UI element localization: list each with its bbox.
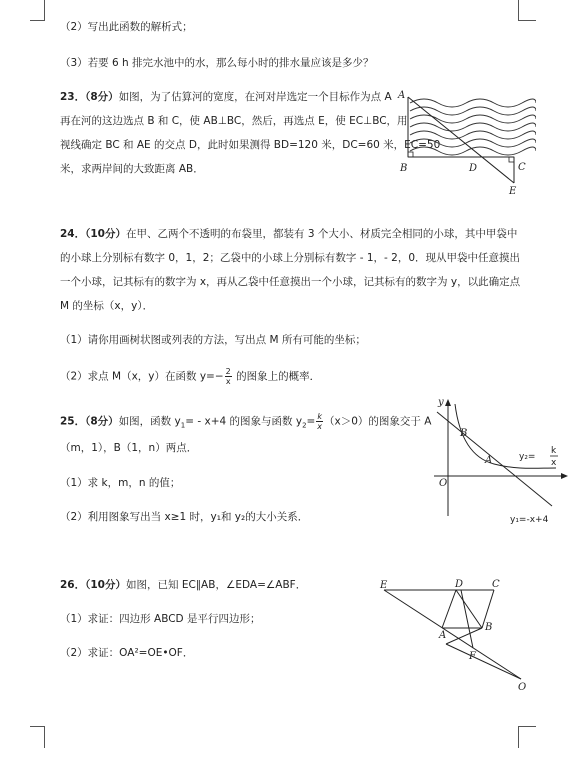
q24-part2-text-b: 的图象上的概率．: [232, 370, 321, 383]
q24-fraction-numerator: 2: [225, 367, 231, 376]
q23-line2: 再在河的这边选点 B 和 C，使 AB⊥BC，然后，再选点 E，使 EC⊥BC，用: [60, 115, 408, 127]
crop-mark-top-right-v: [518, 0, 519, 20]
q25-part1: （1）求 k，m，n 的值；: [60, 477, 181, 489]
q23-score: （8分）: [85, 91, 119, 103]
q23-line1: [60, 90, 392, 104]
q25-line2: （m，1），B（1，n）两点．: [60, 442, 198, 454]
q23-text-line1: 如图，为了估算河的宽度，在河对岸选定一个目标作为点 A: [118, 91, 392, 103]
q25-number: 25．: [60, 415, 86, 428]
crop-mark-top-left-v: [44, 0, 45, 20]
q26-label-B: B: [485, 622, 493, 633]
q24-line1: [60, 227, 517, 241]
q26-part1: （1）求证：四边形 ABCD 是平行四边形；: [60, 613, 261, 625]
q26-number: 26．: [60, 579, 86, 591]
q25-sub1: 1: [180, 421, 186, 430]
q25-label-y2: y₂=: [519, 452, 536, 462]
q25-label-A: A: [485, 455, 493, 466]
q25-text-b: = - x+4 的图象与函数 y: [185, 415, 303, 428]
q25-fraction-denominator: x: [317, 422, 323, 431]
q24-part2-text-a: （2）求点 M（x，y）在函数 y=−: [60, 370, 224, 383]
crop-mark-bottom-right-v: [518, 726, 519, 748]
q26-line1: [60, 578, 306, 592]
q26-label-F: F: [469, 651, 476, 662]
q25-label-k: k: [551, 446, 557, 456]
q23-line4: 米，求两岸间的大致距离 AB．: [60, 163, 204, 175]
q26-label-O: O: [518, 682, 527, 693]
q24-text-line1: 在甲、乙两个不透明的布袋里，都装有 3 个大小、材质完全相同的小球，其中甲袋中: [126, 228, 518, 240]
q25-label-O: O: [439, 478, 448, 489]
q23-label-E: E: [509, 186, 517, 197]
q25-function-graph: [426, 396, 576, 526]
q25-text-d: （x＞0）的图象交于 A: [323, 415, 432, 428]
q26-text-line1: 如图，已知 EC∥AB，∠EDA=∠ABF．: [126, 579, 307, 591]
q25-line1: [60, 412, 431, 433]
q24-part1: （1）请你用画树状图或列表的方法，写出点 M 所有可能的坐标；: [60, 334, 366, 346]
q25-sub2: 2: [302, 421, 307, 430]
q25-label-B: B: [460, 428, 468, 439]
q26-part2: （2）求证：OA²=OE•OF．: [60, 647, 194, 659]
q25-score: （8分）: [85, 415, 119, 428]
q23-label-B: B: [400, 163, 408, 174]
crop-mark-bottom-right-h: [518, 726, 536, 727]
q26-score: （10分）: [85, 579, 126, 591]
q25-fraction: [316, 412, 323, 431]
q25-label-y1: y₁=-x+4: [510, 515, 549, 525]
q23-number: 23．: [60, 91, 86, 103]
q23-river-figure: [396, 88, 536, 198]
q26-geometry-figure: [376, 574, 536, 694]
q23-label-C: C: [518, 162, 526, 173]
q23-label-D: D: [469, 163, 478, 174]
q24-line4: M 的坐标（x，y）．: [60, 300, 154, 312]
q24-fraction-denominator: x: [225, 377, 231, 386]
q25-text-a: 如图，函数 y: [118, 415, 181, 428]
q26-label-A: A: [439, 630, 447, 641]
crop-mark-bottom-left-v: [44, 726, 45, 748]
q24-number: 24．: [60, 228, 86, 240]
crop-mark-bottom-left-h: [30, 726, 45, 727]
crop-mark-top-left-h: [30, 20, 45, 21]
q25-part2: （2）利用图象写出当 x≥1 时，y₁和 y₂的大小关系．: [60, 511, 309, 523]
crop-mark-top-right-h: [518, 20, 536, 21]
q23-label-A: A: [398, 90, 406, 101]
q24-fraction: [225, 367, 232, 386]
q26-label-E: E: [380, 580, 388, 591]
q25-label-x: x: [551, 458, 557, 468]
q25-label-y: y: [438, 397, 444, 408]
q23-line3: 视线确定 BC 和 AE 的交点 D，此时如果测得 BD=120 米，DC=60 米，EC=50: [60, 139, 441, 151]
q22-part3: （3）若要 6 h 排完水池中的水，那么每小时的排水量应该是多少？: [60, 57, 374, 69]
q26-label-C: C: [492, 579, 500, 590]
q25-text-c: =: [306, 415, 316, 428]
q24-line3: 一个小球，记其标有的数字为 x，再从乙袋中任意摸出一个小球，记其标有的数字为 y，以此确定点: [60, 276, 521, 288]
q24-part2: [60, 367, 320, 386]
q24-line2: 的小球上分别标有数字 0，1，2；乙袋中的小球上分别标有数字 - 1，- 2，0．现从甲袋中任意摸出: [60, 252, 521, 264]
q26-label-D: D: [455, 579, 464, 590]
q24-score: （10分）: [85, 228, 126, 240]
q22-part2: （2）写出此函数的解析式；: [60, 21, 193, 33]
q25-fraction-numerator: k: [317, 412, 322, 421]
